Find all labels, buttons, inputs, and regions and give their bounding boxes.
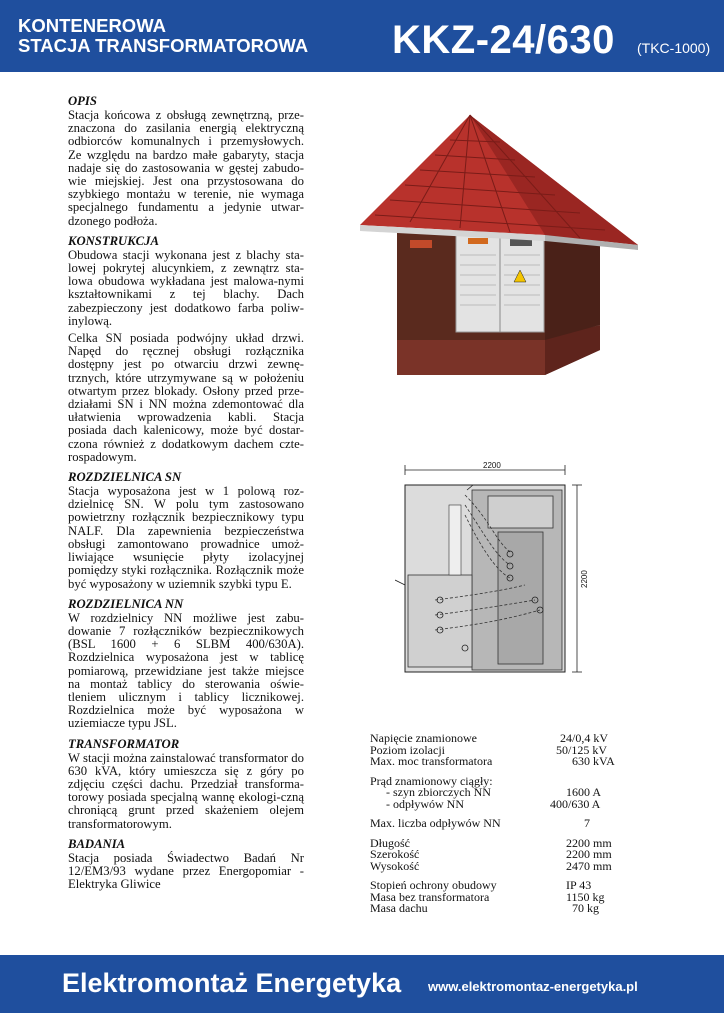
company-name: Elektromontaż Energetyka [62, 968, 402, 998]
section-rozdzielnica-sn [68, 470, 304, 591]
spec-value: 400/630 A [550, 796, 601, 811]
section-text: Stacja posiada Świadectwo Badań Nr 12/EM3/93 wydane przez Energopomiar -Elektryka Gliwice [68, 850, 304, 892]
model-subtitle: (TKC-1000) [637, 40, 711, 56]
spec-label: Szerokość [370, 847, 420, 861]
spec-label: Prąd znamionowy ciągły: [370, 773, 493, 788]
spec-label: Wysokość [370, 858, 420, 873]
spec-value: 2200 mm [566, 835, 612, 850]
floor-plan-drawing [395, 460, 595, 680]
section-heading: OPIS [68, 94, 97, 108]
spec-value: 2200 mm [566, 847, 612, 861]
model-name: KKZ-24/630 [392, 18, 615, 62]
spec-row [370, 903, 620, 915]
section-heading: TRANSFORMATOR [68, 736, 180, 751]
spec-label: - szyn zbiorczych NN [386, 785, 491, 799]
spec-value: 50/125 kV [556, 742, 607, 757]
section-heading: BADANIA [68, 836, 126, 851]
spec-label: Długość [370, 835, 410, 850]
footer-bar [0, 955, 724, 1013]
header-title [18, 16, 308, 56]
section-text: Stacja końcowa z obsługą zewnętrzną, prze-znaczona do zasilania energią elektryczną odbiorców komunalnych i przemysłowych. Ze względu na bardzo małe gabaryty, stacja nadaje się do zastosowania w gęstej zabudo-wie miejskiej. Jest ona przystosowana do szybkiego montażu w terenie, nie wymaga specjalnego fundamentu a jedynie utwar-dzonego podłoża. [68, 108, 304, 228]
spec-label: Stopień ochrony obudowy [370, 878, 497, 892]
header-title-line2: STACJA TRANSFORMATOROWA [18, 35, 309, 56]
section-opis [68, 94, 304, 228]
spec-value: 1150 kg [566, 889, 605, 904]
section-heading: KONSTRUKCJA [68, 233, 159, 248]
spec-label: Masa bez transformatora [370, 889, 490, 904]
section-heading: ROZDZIELNICA SN [68, 470, 182, 485]
description-column [68, 94, 304, 897]
spec-value: 2470 mm [566, 858, 612, 873]
spec-value: IP 43 [566, 878, 592, 892]
spec-value: 70 kg [572, 901, 599, 915]
section-rozdzielnica-nn [68, 597, 304, 731]
spec-label: - odpływów NN [386, 796, 464, 811]
spec-label: Max. liczba odpływów NN [370, 816, 501, 830]
dimension-width-label: 2200 [483, 461, 501, 470]
spec-label: Masa dachu [370, 901, 428, 915]
section-text: W stacji można zainstalować transformator do 630 kVA, który umieszcza się z góry po zdjęciu części dachu. Przedział transforma-torowy posiada specjalną wannę ekologi-czną chroniącą grunt przed skażeniem olejem transformatorowym. [68, 750, 304, 831]
section-text: Obudowa stacji wykonana jest z blachy sta-lowej pokrytej alucynkiem, z zewnątrz sta-lowa obudowa wykładana jest malowa-nymi kształtownikami z tej blachy. Dach zabezpieczony jest dodatkowo farba poliw-inylową. [68, 247, 304, 328]
section-badania [68, 837, 304, 892]
spec-label: Napięcie znamionowe [370, 731, 477, 745]
spec-value: 630 kVA [572, 754, 615, 768]
specifications-table [370, 733, 620, 915]
header-bar [0, 0, 724, 72]
header-title-line1: KONTENEROWA [18, 15, 166, 36]
spec-value: 7 [584, 816, 590, 830]
spec-row [370, 796, 620, 811]
spec-value: 24/0,4 kV [560, 731, 608, 745]
section-text: Celka SN posiada podwójny układ drzwi. Napęd do ręcznej obsługi rozłącznika dostępny jest po otwarciu drzwi zewnę-trznych, które utrzymywane są w położeniu otwartym przez blokady. Osłony przed prze-działami SN i NN można zdemontować dla ułatwienia wprowadzenia kabli. Stacja posiada dach kalenicowy, może być dostar-czona również z dodatkowym dachem czte-rospadowym. [68, 331, 304, 464]
spec-label: Poziom izolacji [370, 742, 445, 757]
section-text: W rozdzielnicy NN możliwe jest zabu-dowanie 7 rozłączników bezpiecznikowych (BSL 1600 + 6 SLBM 400/630A). Rozdzielnica wyposażona jest w tablicę pomiarową, przewidziane jest także miejsce na montaż tablicy do sterowania oświe-tleniem ulicznym i tablicy licznikowej. Rozdzielnica może być wyposażona w uziemiacze typu JSL. [68, 610, 304, 731]
spec-row [370, 818, 620, 830]
spec-value: 1600 A [566, 785, 602, 799]
section-text: Stacja wyposażona jest w 1 polową roz-dzielnicę SN. W polu tym zastosowano powietrzny rozłącznik bezpiecznikowy typu NALF. Dla zapewnienia bezpieczeństwa obsługi zamontowano prowadnice umoż-liwiające wsunięcie płyty izolacyjnej pomiędzy styki rozłącznika. Rozłącznik może być wyposażony w uziemnik szybki typu E. [68, 484, 304, 591]
dimension-height-label: 2200 [580, 570, 589, 588]
section-transformator [68, 737, 304, 831]
section-konstrukcja [68, 234, 304, 464]
spec-row [370, 756, 620, 768]
website-link[interactable]: www.elektromontaz-energetyka.pl [428, 979, 638, 994]
section-heading: ROZDZIELNICA NN [68, 596, 184, 611]
spec-row [370, 858, 620, 873]
spec-label: Max. moc transformatora [370, 754, 493, 768]
station-photo [340, 110, 640, 410]
